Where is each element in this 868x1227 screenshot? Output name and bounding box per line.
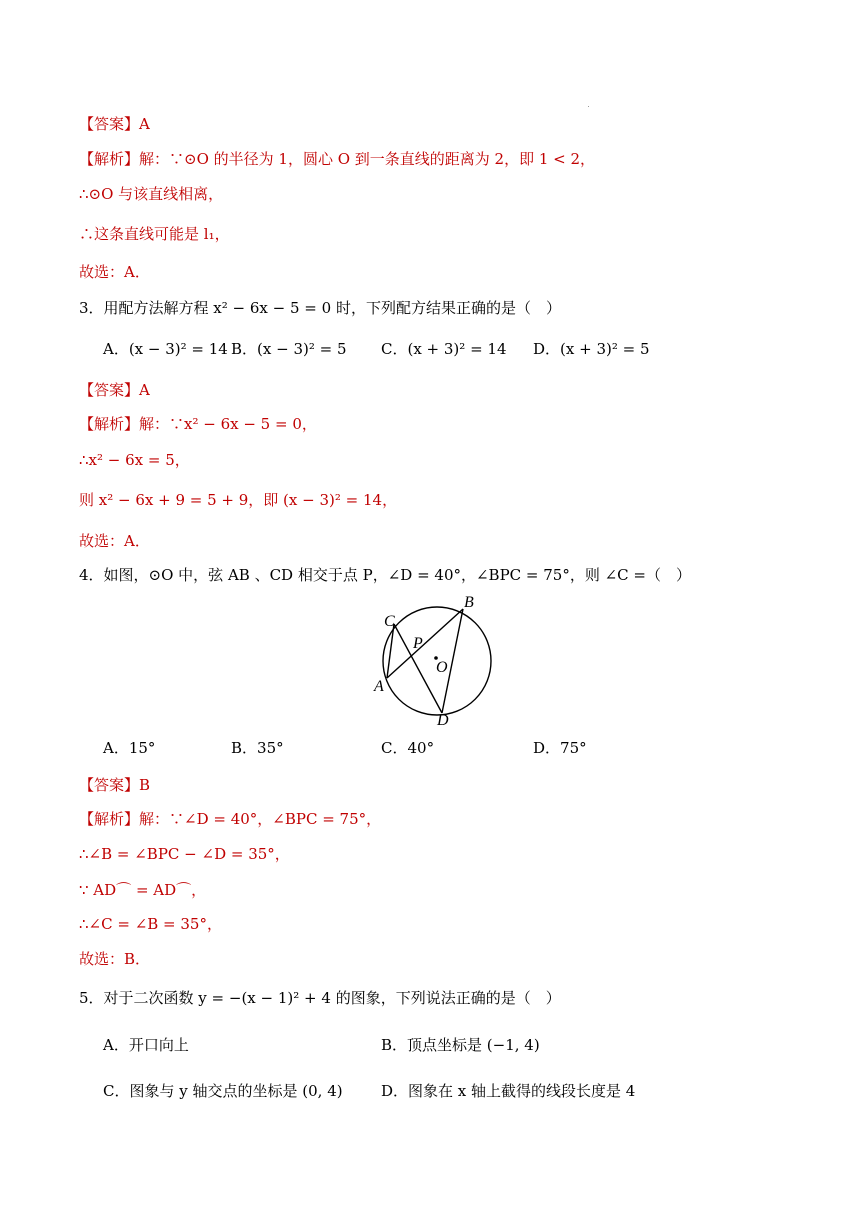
q5-option-b: B．顶点坐标是 (−1, 4) — [381, 1036, 540, 1054]
label-p: P — [413, 635, 423, 652]
segment-ca — [387, 624, 394, 678]
q4-option-c: C．40° — [381, 739, 435, 757]
q2-answer: 【答案】A — [79, 115, 150, 133]
q2-analysis-line3: ∴这条直线可能是 l₁， — [79, 225, 230, 243]
q4-analysis-line3: ∵ AD⌒ = AD⌒， — [79, 881, 207, 899]
q3-option-c: C．(x + 3)² = 14 — [381, 340, 507, 358]
q3-option-a: A．(x − 3)² = 14 — [103, 340, 228, 358]
label-b: B — [464, 594, 474, 611]
q4-answer: 【答案】B — [79, 776, 151, 794]
q4-analysis-line1: 【解析】解：∵∠D = 40°，∠BPC = 75°， — [79, 810, 382, 828]
q4-analysis-line4: ∴∠C = ∠B = 35°， — [79, 915, 222, 933]
label-o: O — [436, 659, 448, 676]
q5-option-c: C．图象与 y 轴交点的坐标是 (0, 4) — [103, 1082, 343, 1100]
label-d: D — [437, 712, 449, 729]
q5-stem: 5．对于二次函数 y = −(x − 1)² + 4 的图象，下列说法正确的是（ ） — [79, 989, 561, 1007]
q4-circle-figure — [372, 592, 502, 730]
label-a: A — [374, 678, 384, 695]
q2-analysis-line2: ∴⊙O 与该直线相离， — [79, 185, 224, 203]
q5-option-a: A．开口向上 — [103, 1036, 189, 1054]
q4-option-d: D．75° — [533, 739, 587, 757]
q4-conclusion: 故选：B． — [79, 950, 151, 968]
label-c: C — [384, 613, 395, 630]
q3-stem: 3．用配方法解方程 x² − 6x − 5 = 0 时，下列配方结果正确的是（ ） — [79, 299, 561, 317]
q4-option-a: A．15° — [103, 739, 156, 757]
q2-conclusion: 故选：A． — [79, 263, 150, 281]
q4-analysis-line2: ∴∠B = ∠BPC − ∠D = 35°， — [79, 845, 290, 863]
scan-speck — [588, 106, 589, 107]
q3-option-b: B．(x − 3)² = 5 — [231, 340, 347, 358]
q3-option-d: D．(x + 3)² = 5 — [533, 340, 650, 358]
q2-analysis-line1: 【解析】解：∵⊙O 的半径为 1，圆心 O 到一条直线的距离为 2，即 1 < 2， — [79, 150, 596, 168]
q3-analysis-line3: 则 x² − 6x + 9 = 5 + 9，即 (x − 3)² = 14， — [79, 491, 398, 509]
q3-answer: 【答案】A — [79, 381, 150, 399]
q4-option-b: B．35° — [231, 739, 284, 757]
q3-analysis-line2: ∴x² − 6x = 5， — [79, 451, 190, 469]
q5-option-d: D．图象在 x 轴上截得的线段长度是 4 — [381, 1082, 636, 1100]
q3-conclusion: 故选：A． — [79, 532, 150, 550]
q3-analysis-line1: 【解析】解：∵x² − 6x − 5 = 0， — [79, 415, 317, 433]
q4-stem: 4．如图，⊙O 中，弦 AB 、CD 相交于点 P，∠D = 40°，∠BPC = 75°，则 ∠C =（ ） — [79, 566, 691, 584]
